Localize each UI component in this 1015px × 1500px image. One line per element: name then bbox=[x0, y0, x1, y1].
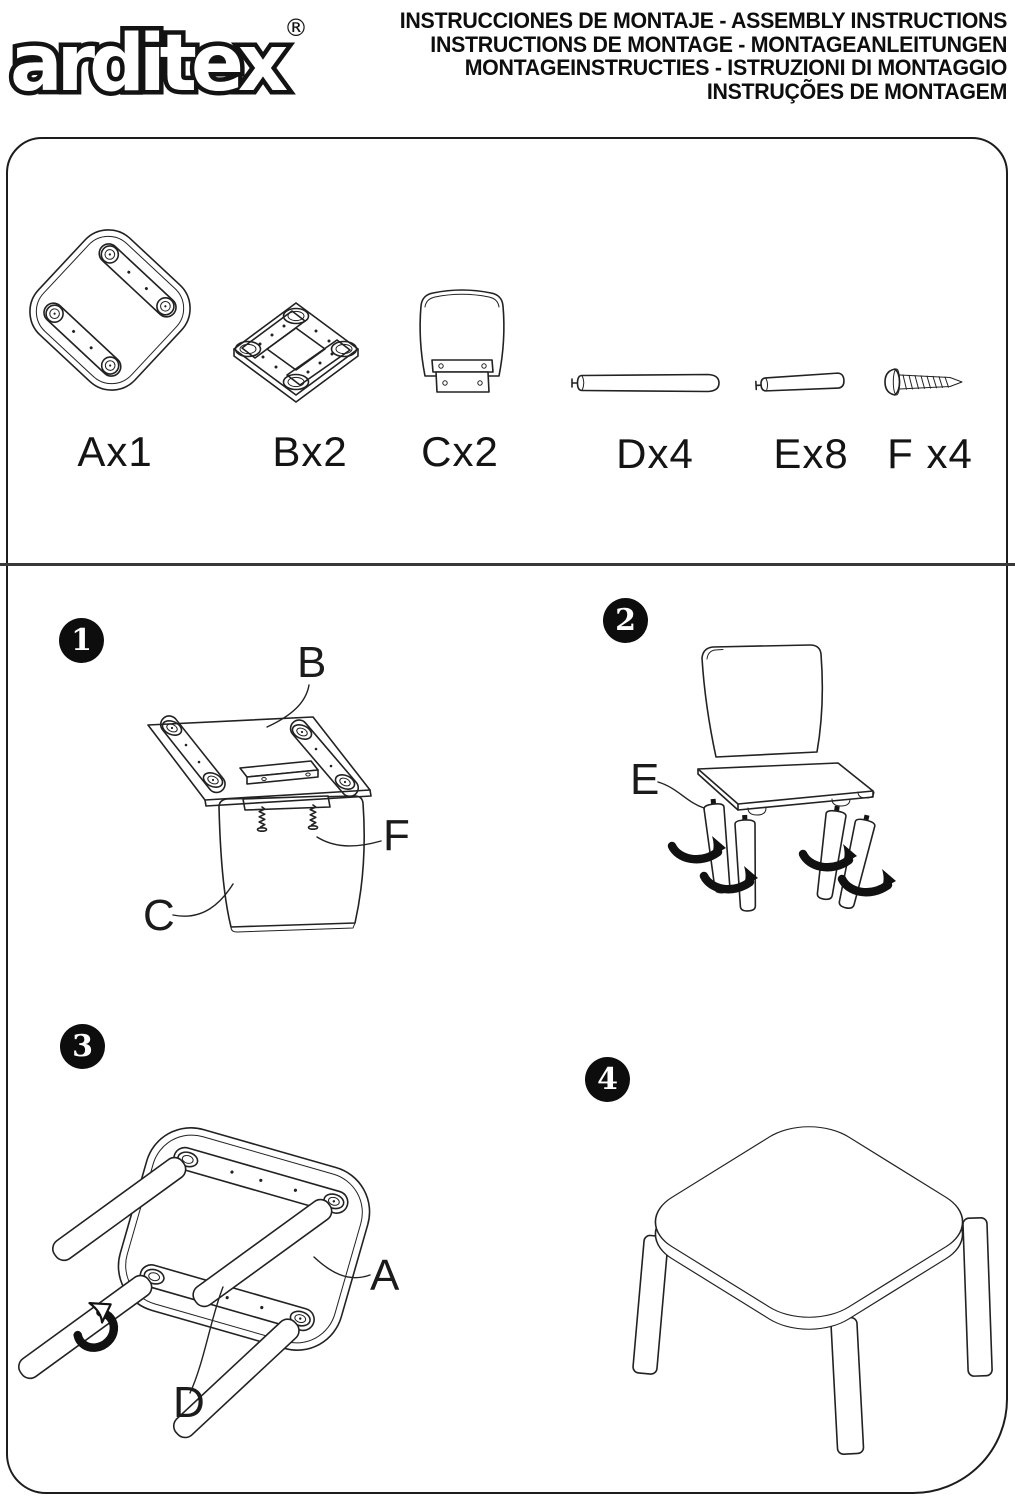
table-leg-right bbox=[963, 1218, 992, 1377]
part-b-drawing bbox=[228, 297, 364, 409]
label-part-c: C bbox=[143, 891, 175, 940]
title-line-3: MONTAGEINSTRUCTIES - ISTRUZIONI DI MONTAGGIO bbox=[464, 55, 1007, 80]
title-line-4: INSTRUÇÕES DE MONTAGEM bbox=[706, 78, 1007, 104]
part-e-drawing bbox=[752, 368, 852, 398]
step-4-number: 4 bbox=[585, 1057, 630, 1102]
leg-e-2 bbox=[735, 815, 758, 912]
step-3-number: 3 bbox=[60, 1024, 105, 1069]
label-part-b: B bbox=[297, 638, 327, 687]
label-part-e: E bbox=[630, 755, 660, 804]
step-2-diagram bbox=[628, 636, 998, 926]
label-part-a: A bbox=[370, 1251, 400, 1300]
label-part-f: F bbox=[383, 811, 410, 860]
brand-logo-text: arditex bbox=[10, 19, 283, 109]
part-d-drawing bbox=[568, 366, 726, 400]
registered-trademark: ® bbox=[284, 14, 308, 42]
step-1-number: 1 bbox=[59, 618, 104, 663]
table-leg-left bbox=[633, 1235, 669, 1375]
step-2-number: 2 bbox=[603, 598, 648, 643]
part-d-count: Dx4 bbox=[616, 430, 694, 477]
leg-d-2 bbox=[15, 1272, 156, 1383]
step-4-diagram bbox=[628, 1112, 998, 1472]
step-3-diagram bbox=[18, 1095, 428, 1485]
title-line-2: INSTRUCTIONS DE MONTAGE - MONTAGEANLEITUNGEN bbox=[430, 31, 1007, 57]
part-b-count: Bx2 bbox=[272, 428, 348, 475]
frame-divider bbox=[0, 563, 1015, 566]
part-c-drawing bbox=[408, 280, 516, 412]
multilingual-title bbox=[400, 9, 1007, 103]
part-c-count: Cx2 bbox=[421, 428, 499, 475]
part-f-count: F x4 bbox=[887, 430, 973, 477]
arditex-logo bbox=[8, 2, 320, 116]
title-line-1: INSTRUCCIONES DE MONTAJE - ASSEMBLY INSTRUCTIONS bbox=[399, 8, 1007, 33]
part-a-count: Ax1 bbox=[77, 428, 153, 475]
part-a-drawing bbox=[15, 215, 205, 405]
part-e-count: Ex8 bbox=[773, 430, 849, 477]
label-part-d: D bbox=[173, 1378, 205, 1427]
part-f-drawing bbox=[882, 364, 972, 400]
step-1-diagram bbox=[115, 635, 435, 960]
table-leg-front bbox=[831, 1317, 864, 1454]
